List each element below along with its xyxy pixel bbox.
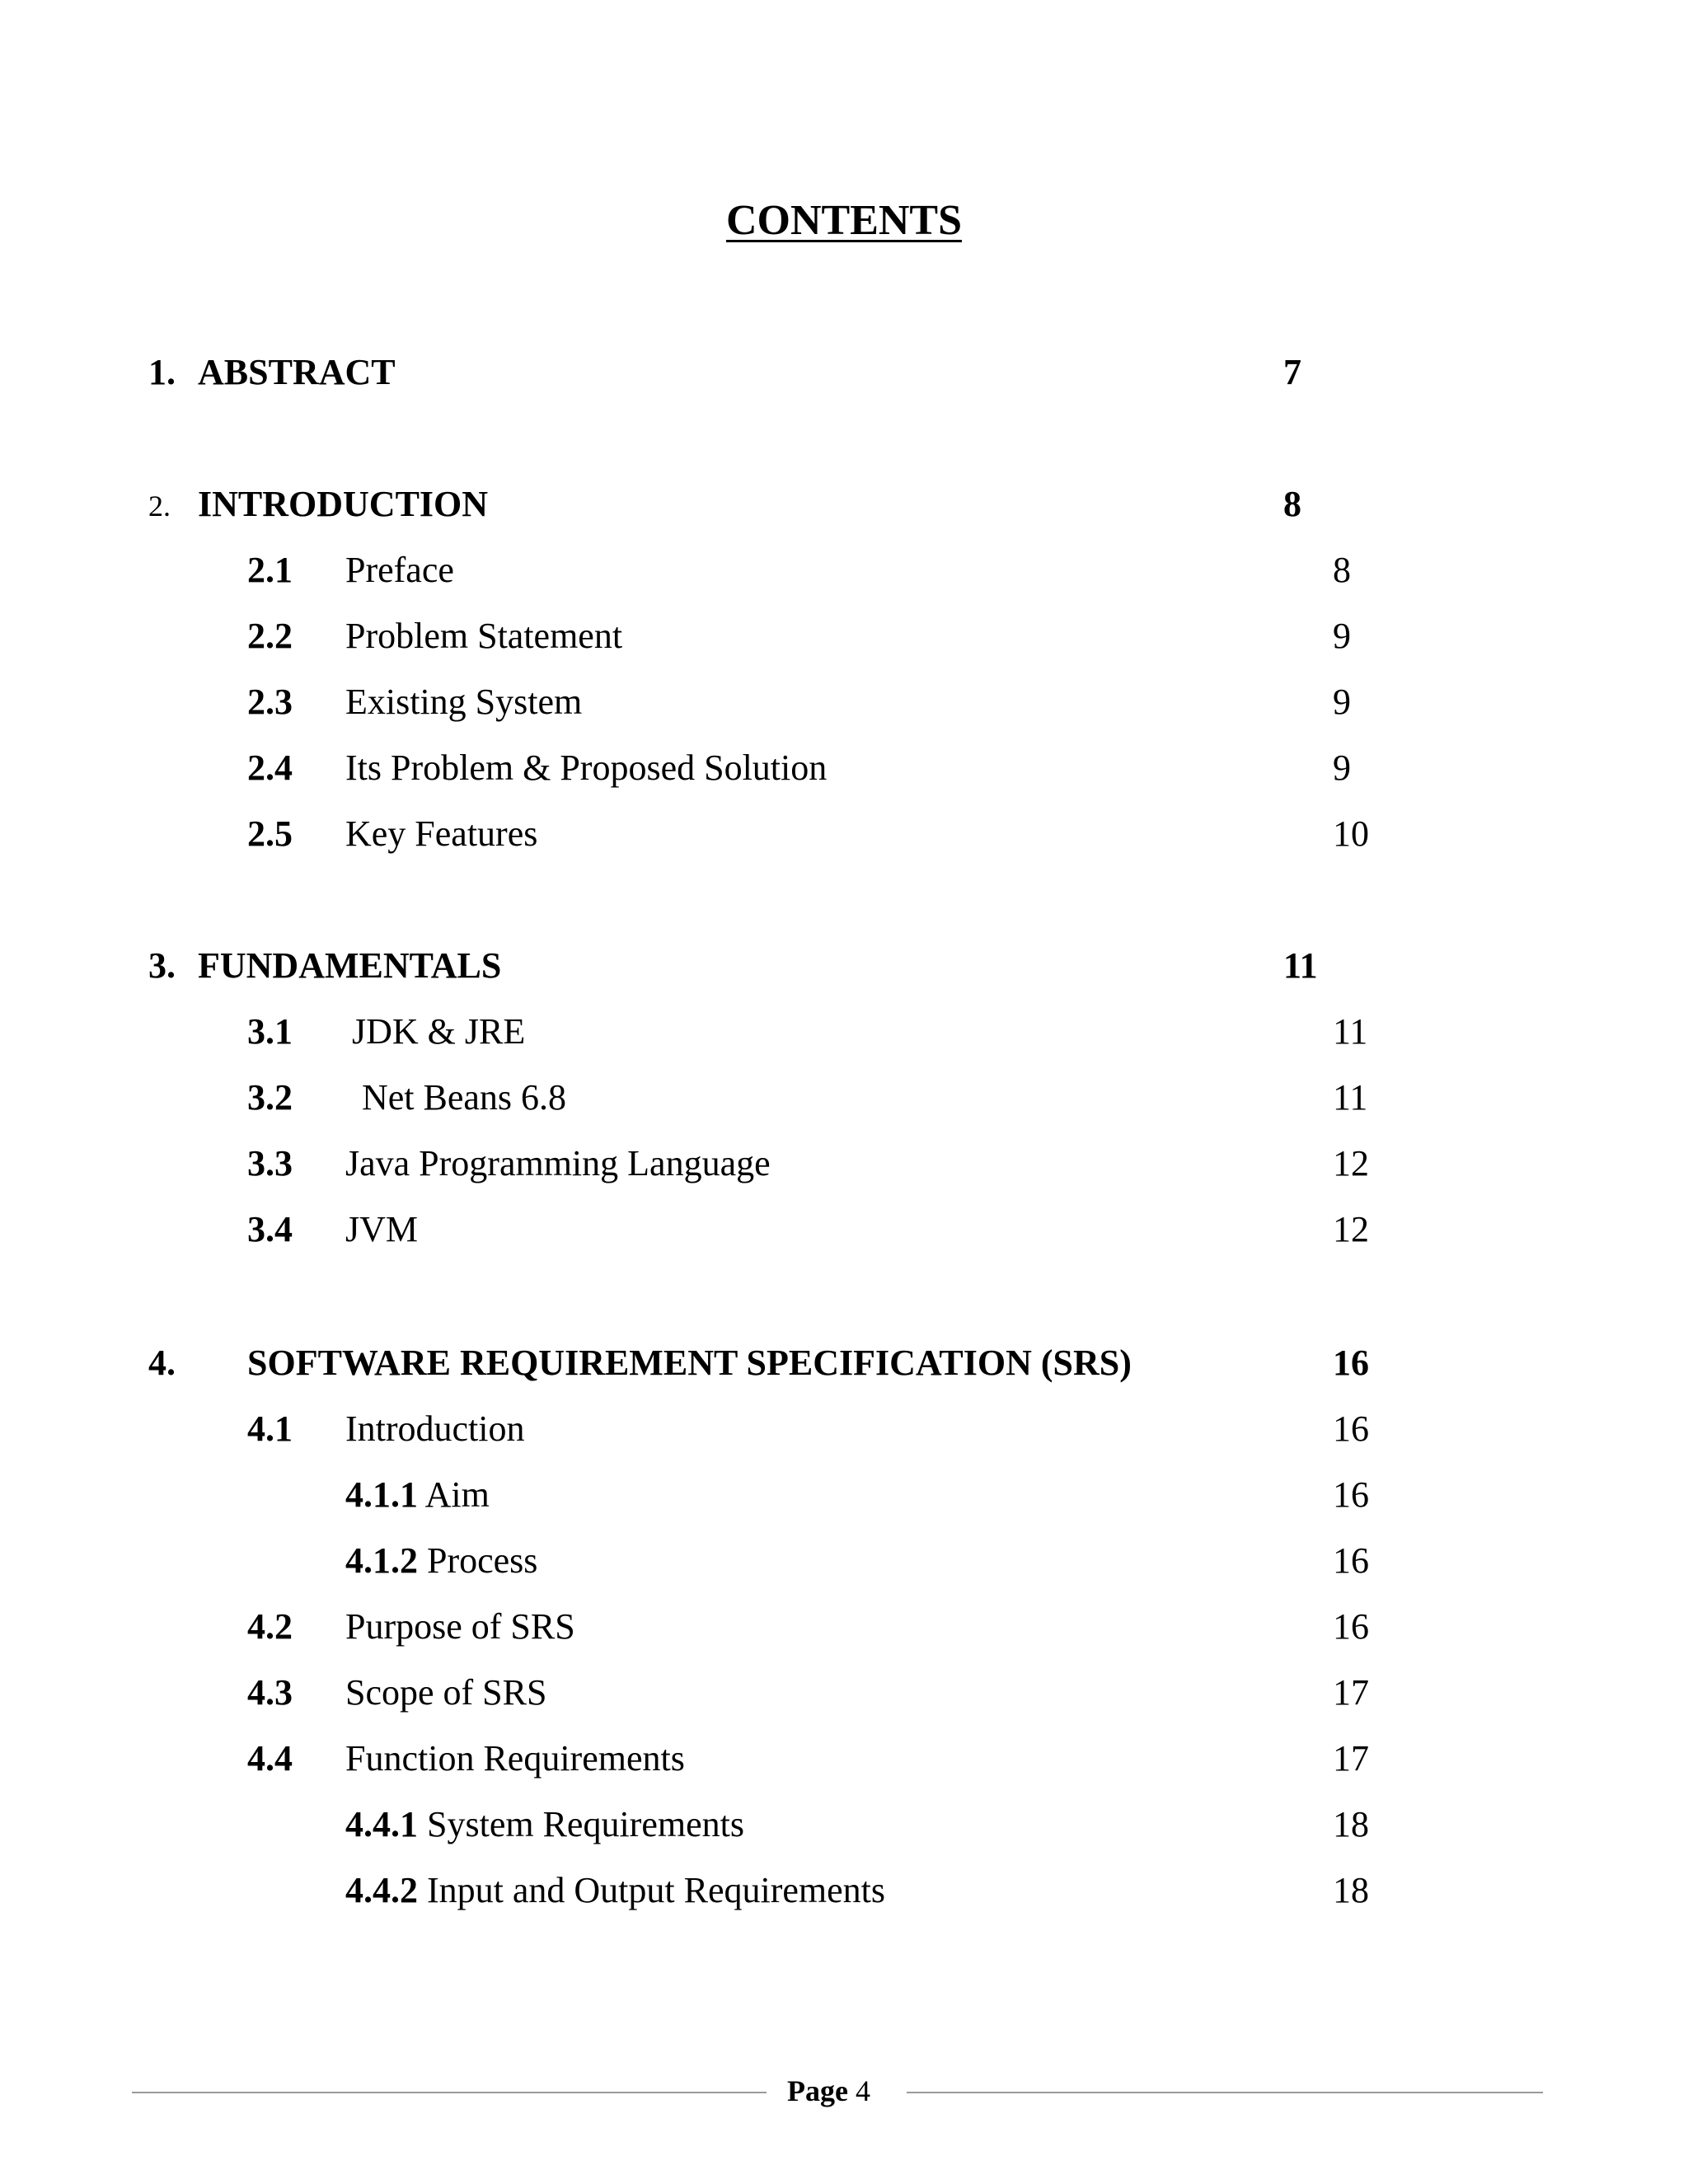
toc-section-title: ABSTRACT (198, 352, 396, 392)
toc-item-page: 9 (1333, 682, 1351, 722)
toc-subitem-number: 4.4.2 (345, 1870, 418, 1910)
toc-item-title: Java Programming Language (345, 1143, 771, 1183)
toc-item-page: 12 (1333, 1143, 1369, 1183)
toc-section-number: 4. (148, 1343, 176, 1383)
toc-subitem (345, 1872, 885, 1909)
toc-item-title: Problem Statement (345, 616, 623, 656)
toc-item-page: 11 (1333, 1077, 1368, 1118)
toc-item-number: 2.3 (247, 682, 293, 722)
footer-rule-right (907, 2092, 1543, 2093)
toc-item-page: 17 (1333, 1738, 1369, 1779)
page-title: CONTENTS (725, 197, 963, 244)
toc-subitem-title: Aim (424, 1474, 490, 1515)
toc-item-title: Existing System (345, 682, 583, 722)
toc-item-number: 2.2 (247, 616, 293, 656)
toc-item-page: 9 (1333, 748, 1351, 788)
toc-subitem-title: Input and Output Requirements (427, 1870, 886, 1910)
toc-item-number: 2.5 (247, 813, 293, 854)
toc-item-page: 9 (1333, 616, 1351, 656)
toc-item-title: JDK & JRE (352, 1011, 526, 1052)
toc-item-page: 16 (1333, 1408, 1369, 1449)
toc-item-title: Scope of SRS (345, 1672, 547, 1713)
toc-item-number: 3.4 (247, 1209, 293, 1249)
toc-item-number: 3.3 (247, 1143, 293, 1183)
toc-section-number: 2. (148, 490, 171, 523)
toc-item-page: 16 (1333, 1606, 1369, 1647)
footer-rule-left (132, 2092, 767, 2093)
toc-subitem-title: Process (427, 1540, 538, 1581)
toc-section-title: SOFTWARE REQUIREMENT SPECIFICATION (SRS) (247, 1343, 1132, 1383)
toc-section-title: FUNDAMENTALS (198, 945, 502, 986)
toc-item-title: Preface (345, 550, 454, 590)
page-footer (787, 2074, 870, 2108)
toc-item-number: 2.1 (247, 550, 293, 590)
toc-section-page: 8 (1283, 484, 1301, 524)
toc-item-number: 3.2 (247, 1077, 293, 1118)
toc-item-number: 4.1 (247, 1408, 293, 1449)
toc-item-page: 17 (1333, 1672, 1369, 1713)
toc-item-page: 8 (1333, 550, 1351, 590)
toc-item-title: Function Requirements (345, 1738, 685, 1779)
toc-item-title: JVM (345, 1209, 419, 1249)
toc-subitem-number: 4.1.2 (345, 1540, 418, 1581)
toc-item-page: 12 (1333, 1209, 1369, 1249)
toc-item-title: Introduction (345, 1408, 525, 1449)
toc-subitem-page: 18 (1333, 1804, 1369, 1844)
toc-subitem-page: 16 (1333, 1474, 1369, 1515)
toc-item-title: Net Beans 6.8 (362, 1077, 567, 1118)
toc-section-number: 1. (148, 352, 176, 392)
toc-item-number: 3.1 (247, 1011, 293, 1052)
toc-item-title: Key Features (345, 813, 538, 854)
toc-subitem (345, 1804, 744, 1844)
footer-label: Page (787, 2074, 848, 2107)
toc-item-title: Its Problem & Proposed Solution (345, 748, 828, 788)
toc-section-page: 7 (1283, 352, 1301, 392)
toc-subitem-page: 16 (1333, 1540, 1369, 1581)
toc-item-number: 4.4 (247, 1738, 293, 1779)
toc-subitem-page: 18 (1333, 1870, 1369, 1910)
toc-section-page: 16 (1333, 1343, 1369, 1383)
toc-subitem (345, 1540, 538, 1581)
toc-section-page: 11 (1283, 945, 1318, 986)
toc-item-page: 11 (1333, 1011, 1368, 1052)
toc-subitem (345, 1474, 490, 1515)
toc-subitem-title: System Requirements (427, 1804, 744, 1844)
toc-item-number: 4.2 (247, 1606, 293, 1647)
toc-item-number: 2.4 (247, 748, 293, 788)
footer-page-number: 4 (855, 2074, 870, 2107)
toc-section-title: INTRODUCTION (198, 484, 489, 524)
toc-subitem-number: 4.4.1 (345, 1804, 418, 1844)
toc-section-number: 3. (148, 945, 176, 986)
toc-item-page: 10 (1333, 813, 1369, 854)
toc-item-title: Purpose of SRS (345, 1606, 575, 1647)
toc-item-number: 4.3 (247, 1672, 293, 1713)
toc-subitem-number: 4.1.1 (345, 1474, 418, 1515)
